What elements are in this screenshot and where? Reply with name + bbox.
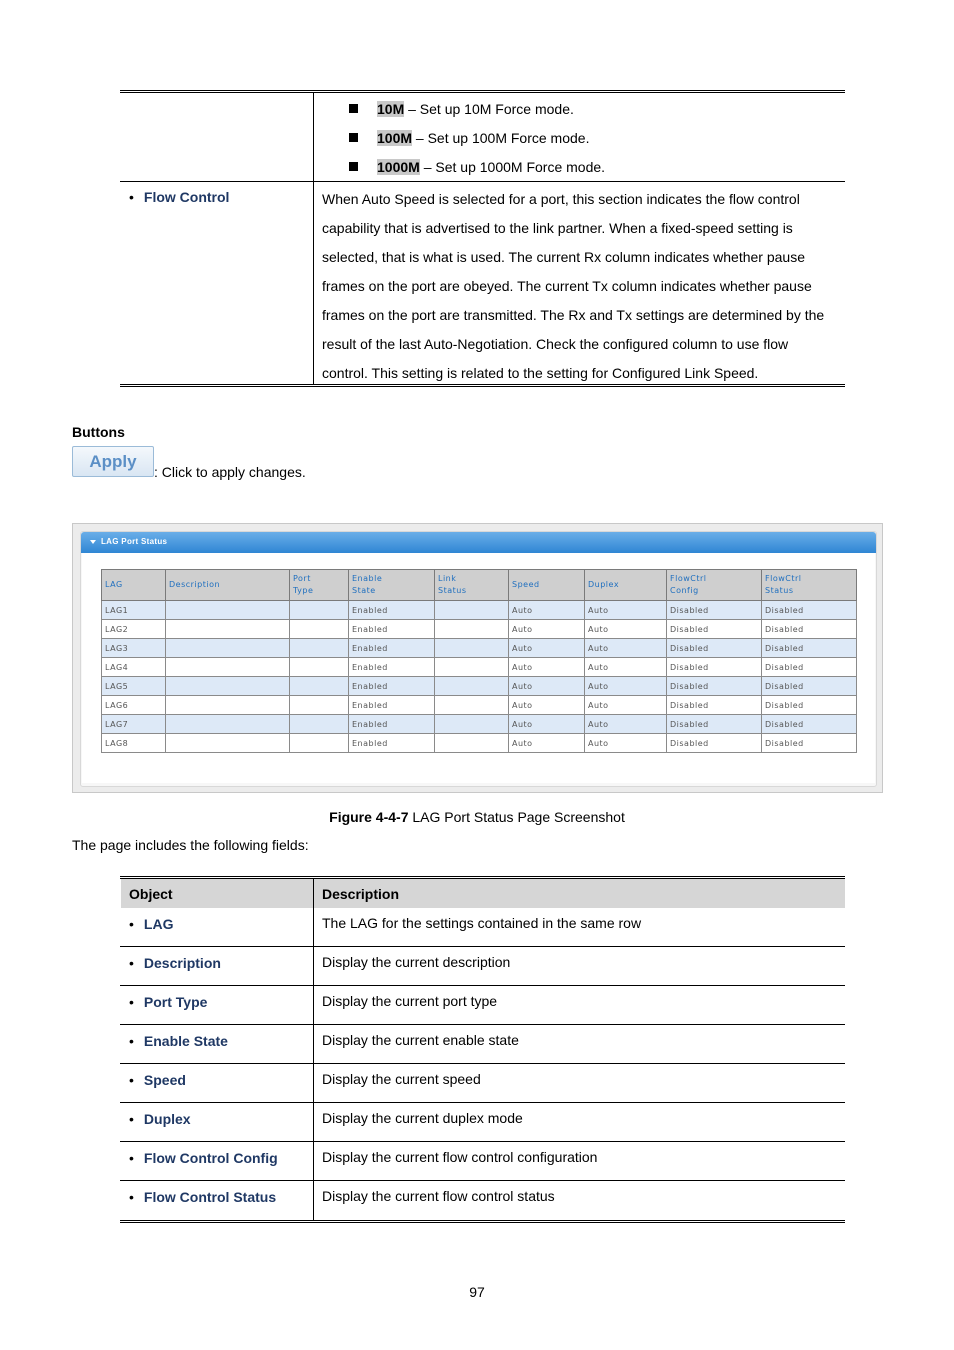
table-cell: Disabled [762,639,857,658]
table-cell: Auto [585,639,667,658]
table-cell: Enabled [349,715,435,734]
table-cell [435,734,509,753]
table-cell [435,658,509,677]
lag-status-table [101,569,857,753]
field-object-label: • Speed [129,1072,186,1088]
table-cell: Disabled [667,696,762,715]
table-row [102,639,857,658]
speed-option-1000m: 1000M – Set up 1000M Force mode. [377,159,606,175]
apply-description: : Click to apply changes. [154,464,306,480]
table-row-divider [120,985,845,986]
column-header: FlowCtrl Status [762,570,857,601]
table-cell [290,620,349,639]
field-object-label: • Enable State [129,1033,228,1049]
table-row [102,734,857,753]
table-column-divider [313,93,314,385]
table-row [102,620,857,639]
table-cell [166,696,290,715]
table-cell: Disabled [762,620,857,639]
header-description: Description [322,886,400,902]
table-cell [290,601,349,620]
table-cell: Disabled [667,658,762,677]
table-cell [166,620,290,639]
header-object: Object [129,886,173,902]
column-header: Duplex [585,570,667,601]
bullet-dot-icon: • [129,955,134,971]
bullet-dot-icon: • [129,189,134,205]
table-row [102,658,857,677]
field-description: Display the current enable state [322,1032,519,1048]
column-header: Enable State [349,570,435,601]
table-cell: Disabled [667,677,762,696]
field-object-label: • Duplex [129,1111,191,1127]
table-cell [435,677,509,696]
table-cell: Disabled [762,734,857,753]
table-cell: Disabled [667,639,762,658]
column-header: Description [166,570,290,601]
table-cell [435,601,509,620]
column-header: Link Status [435,570,509,601]
table-cell: Disabled [667,715,762,734]
table-row-divider [120,1102,845,1103]
buttons-heading: Buttons [72,424,125,440]
column-header: Speed [509,570,585,601]
table-cell [290,677,349,696]
table-cell: Disabled [762,696,857,715]
panel-title: LAG Port Status [101,537,168,546]
bullet-dot-icon: • [129,916,134,932]
table-top-border [120,90,845,93]
bullet-dot-icon: • [129,994,134,1010]
square-bullet-icon [349,162,358,171]
table-cell: Disabled [762,601,857,620]
table-row-divider [120,1024,845,1025]
lag-table-body [102,601,857,753]
collapse-caret-icon[interactable] [90,540,96,544]
square-bullet-icon [349,104,358,113]
table-cell: Auto [585,658,667,677]
table-cell [435,620,509,639]
field-description: Display the current speed [322,1071,481,1087]
bullet-dot-icon: • [129,1189,134,1205]
table-cell [435,639,509,658]
table-cell: Auto [509,620,585,639]
table-row [102,696,857,715]
field-description: Display the current port type [322,993,498,1009]
table-cell [290,696,349,715]
table-row-divider [120,1063,845,1064]
apply-button[interactable]: Apply [72,446,154,477]
table-cell [166,715,290,734]
table-cell: Auto [585,601,667,620]
table-cell: Auto [585,677,667,696]
field-object-label: • Flow Control Status [129,1189,277,1205]
table-cell: Auto [585,715,667,734]
table-row-divider [120,1180,845,1181]
table-cell: LAG7 [102,715,166,734]
table-cell: LAG3 [102,639,166,658]
table-cell: Auto [585,734,667,753]
fields-table-header [121,879,845,908]
table-cell: Enabled [349,620,435,639]
speed-option-100m: 100M – Set up 100M Force mode. [377,130,590,146]
intro-text: The page includes the following fields: [72,837,309,853]
table-cell [166,734,290,753]
table-cell: LAG6 [102,696,166,715]
field-description: Display the current flow control configuration [322,1149,598,1165]
table-column-divider [313,879,314,1221]
field-description: Display the current flow control status [322,1188,555,1204]
panel-header[interactable] [81,532,876,553]
table-cell [290,734,349,753]
table-row [102,715,857,734]
field-description: Display the current duplex mode [322,1110,523,1126]
table-cell: Enabled [349,734,435,753]
table-row-divider [120,946,845,947]
table-cell [166,601,290,620]
field-description: Display the current description [322,954,511,970]
table-cell: Disabled [762,677,857,696]
table-cell: Auto [585,696,667,715]
table-header-row [102,570,857,601]
table-cell: LAG5 [102,677,166,696]
flow-control-label: • Flow Control [129,189,230,205]
column-header: LAG [102,570,166,601]
table-cell [166,677,290,696]
table-bottom-border [120,1220,845,1223]
square-bullet-icon [349,133,358,142]
table-cell: Auto [585,620,667,639]
table-cell [435,715,509,734]
bullet-dot-icon: • [129,1072,134,1088]
table-cell [435,696,509,715]
table-row-divider [120,181,845,182]
table-cell [290,639,349,658]
column-header: FlowCtrl Config [667,570,762,601]
field-object-label: • Description [129,955,221,971]
bullet-dot-icon: • [129,1111,134,1127]
table-cell: Auto [509,677,585,696]
table-cell: Auto [509,658,585,677]
table-row [102,601,857,620]
table-cell: Enabled [349,677,435,696]
speed-option-10m: 10M – Set up 10M Force mode. [377,101,574,117]
field-object-label: • Port Type [129,994,208,1010]
table-cell: Disabled [762,658,857,677]
table-cell [166,639,290,658]
field-object-label: • Flow Control Config [129,1150,278,1166]
table-cell: Enabled [349,658,435,677]
table-cell: Auto [509,601,585,620]
field-object-label: • LAG [129,916,174,932]
table-cell: LAG2 [102,620,166,639]
table-cell: Disabled [667,620,762,639]
table-cell: Enabled [349,696,435,715]
table-cell: Auto [509,639,585,658]
column-header: Port Type [290,570,349,601]
table-row [102,677,857,696]
figure-caption: Figure 4-4-7 LAG Port Status Page Screenshot [329,809,625,825]
bullet-dot-icon: • [129,1150,134,1166]
table-cell [290,715,349,734]
table-cell: Auto [509,734,585,753]
table-cell: Disabled [762,715,857,734]
table-cell [166,658,290,677]
bullet-dot-icon: • [129,1033,134,1049]
table-cell: Enabled [349,601,435,620]
flow-control-description: When Auto Speed is selected for a port, this section indicates the flow control capability that is advertised to the link partner. When a fixed-speed setting is selected, that is what is used. The current Rx column indicates whether pause frames on the port are obeyed. The current Tx column indicates whether pause frames on the port are transmitted. The Rx and Tx settings are determined by the result of the last Auto-Negotiation. Check the configured column to use flow control. This setting is related to the setting for Configured Link Speed. [322,191,825,381]
table-cell: LAG8 [102,734,166,753]
table-cell: Disabled [667,601,762,620]
table-cell: Auto [509,715,585,734]
table-cell: LAG1 [102,601,166,620]
field-description: The LAG for the settings contained in the same row [322,915,642,931]
table-cell [290,658,349,677]
table-cell: Enabled [349,639,435,658]
page-number: 97 [469,1284,485,1300]
table-cell: Disabled [667,734,762,753]
table-cell: LAG4 [102,658,166,677]
table-row-divider [120,1141,845,1142]
table-cell: Auto [509,696,585,715]
